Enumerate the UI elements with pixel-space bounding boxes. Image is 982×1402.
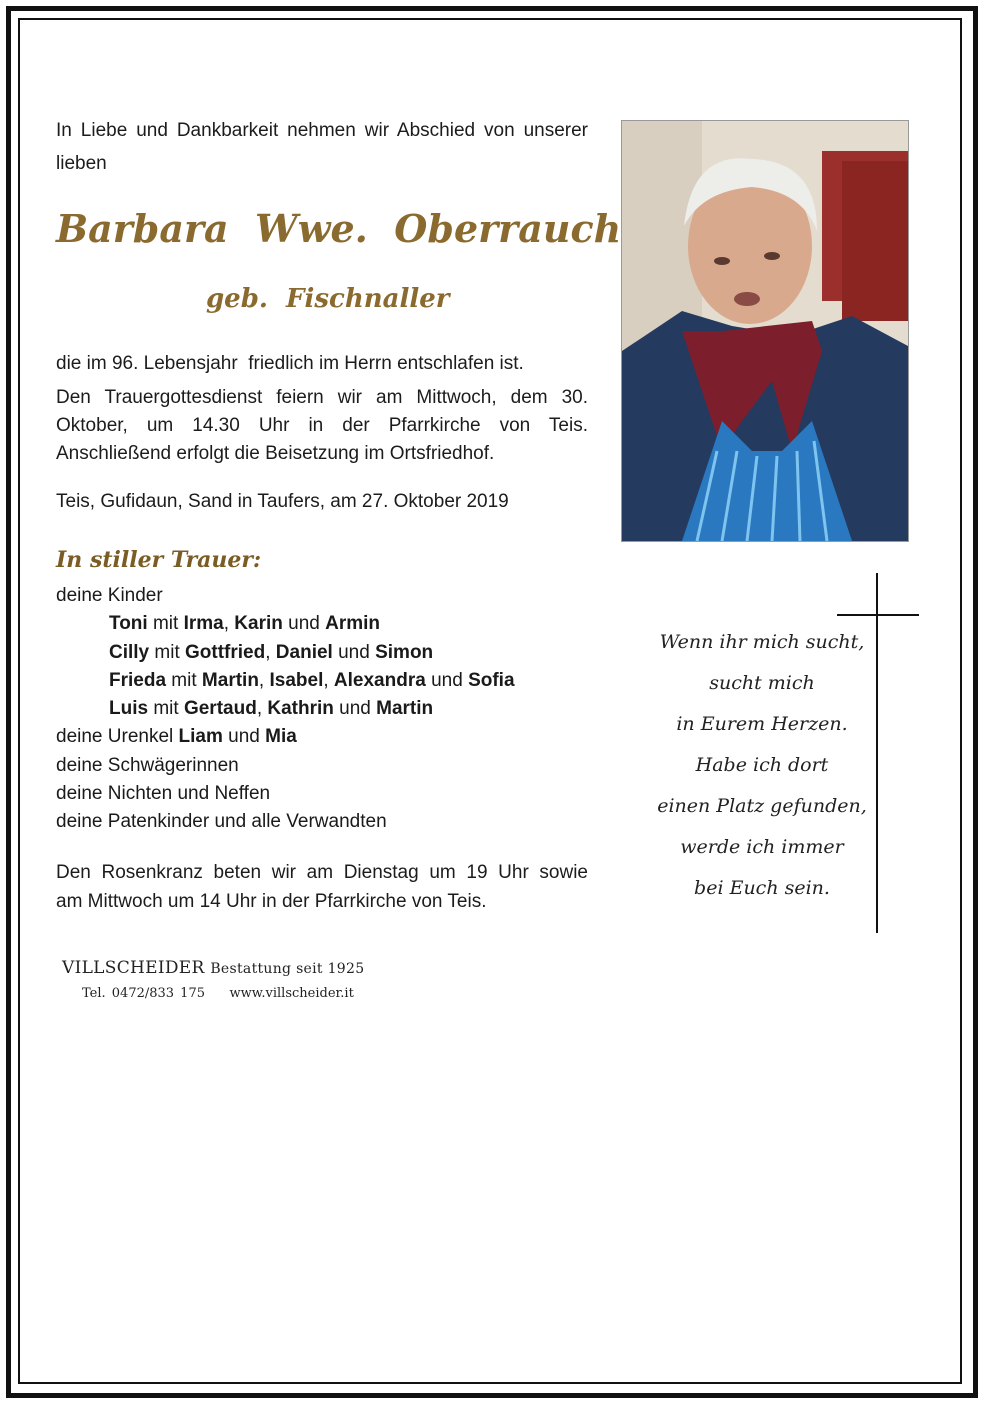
mourner-name: Irma [183,613,224,635]
connector-text: und [332,641,376,663]
mourner-name: Sofia [468,669,515,691]
cross-horizontal [837,614,919,616]
poem-line: einen Platz gefunden, [657,795,867,817]
poem-line: werde ich immer [680,836,844,858]
connector-text: und [333,698,377,720]
funeral-home-website[interactable]: www.villscheider.it [229,986,354,1001]
mourner-name: Liam [178,726,223,748]
connector-text: mit [148,698,184,720]
nieces-nephews: deine Nichten und Neffen [56,783,271,805]
in-laws: deine Schwägerinnen [56,754,239,776]
funeral-home-contact [82,986,354,1001]
connector-text: und [425,669,469,691]
poem-line: Wenn ihr mich sucht, [659,631,865,653]
connector-text: mit [149,641,186,663]
intro-line-1: In Liebe und Dankbarkeit nehmen wir Abschied von unserer [56,120,588,141]
poem-line: Habe ich dort [695,754,829,776]
funeral-home-title: VILLSCHEIDER [62,958,205,978]
connector-text: , [323,669,334,691]
poem-line: bei Euch sein. [694,877,830,899]
mourner-name: Toni [109,613,148,635]
mourner-name: Armin [325,613,381,635]
connector-text: und [282,613,326,635]
poem-line: in Eurem Herzen. [676,713,848,735]
funeral-home-name [62,958,364,978]
mourner-name: Mia [265,726,297,748]
funeral-home-phone: Tel. 0472/833 175 [82,986,205,1001]
family-line [56,610,515,638]
mourning-heading: In stiller Trauer: [56,547,262,573]
service-line-3: Anschließend erfolgt die Beisetzung im Ortsfriedhof. [56,443,495,464]
mourner-name: Simon [375,641,434,663]
family-line [56,695,515,723]
connector-text: deine Urenkel [56,726,179,748]
portrait-photo [621,120,909,542]
death-notice: die im 96. Lebensjahr friedlich im Herrn entschlafen ist. [56,353,524,374]
poem [640,622,884,909]
funeral-home-tagline: Bestattung seit 1925 [210,961,365,977]
great-grandchildren [56,723,515,751]
children-label: deine Kinder [56,585,163,606]
family-line [56,639,515,667]
mourner-name: Gertaud [183,698,257,720]
rosary-line-1: Den Rosenkranz beten wir am Dienstag um 19 Uhr sowie [56,862,588,883]
family-line [56,667,515,695]
connector-text: mit [166,669,202,691]
mourner-name: Kathrin [267,698,334,720]
service-line-1: Den Trauergottesdienst feiern wir am Mittwoch, dem 30. [56,387,588,408]
mourner-name: Gottfried [185,641,266,663]
mourners-list [56,582,515,837]
connector-text: , [256,698,268,720]
mourner-name: Frieda [109,669,167,691]
place-date: Teis, Gufidaun, Sand in Taufers, am 27. Oktober 2019 [56,491,509,512]
poem-line: sucht mich [709,672,815,694]
birth-name: geb. Fischnaller [206,284,450,314]
mourner-name: Karin [234,613,283,635]
mourner-name: Cilly [109,641,150,663]
deceased-name: Barbara Wwe. Oberrauch [56,206,622,251]
mourner-name: Isabel [269,669,324,691]
connector-text: und [222,726,266,748]
mourner-name: Martin [201,669,259,691]
intro-line-2: lieben [56,153,107,174]
mourner-name: Daniel [275,641,333,663]
mourner-name: Alexandra [333,669,426,691]
connector-text: , [258,669,270,691]
mourner-name: Martin [376,698,434,720]
connector-text: mit [147,613,184,635]
rosary-line-2: am Mittwoch um 14 Uhr in der Pfarrkirche von Teis. [56,891,487,912]
connector-text: , [265,641,276,663]
mourner-name: Luis [109,698,149,720]
service-line-2: Oktober, um 14.30 Uhr in der Pfarrkirche von Teis. [56,415,588,436]
godchildren-relatives: deine Patenkinder und alle Verwandten [56,811,387,833]
connector-text: , [223,613,235,635]
